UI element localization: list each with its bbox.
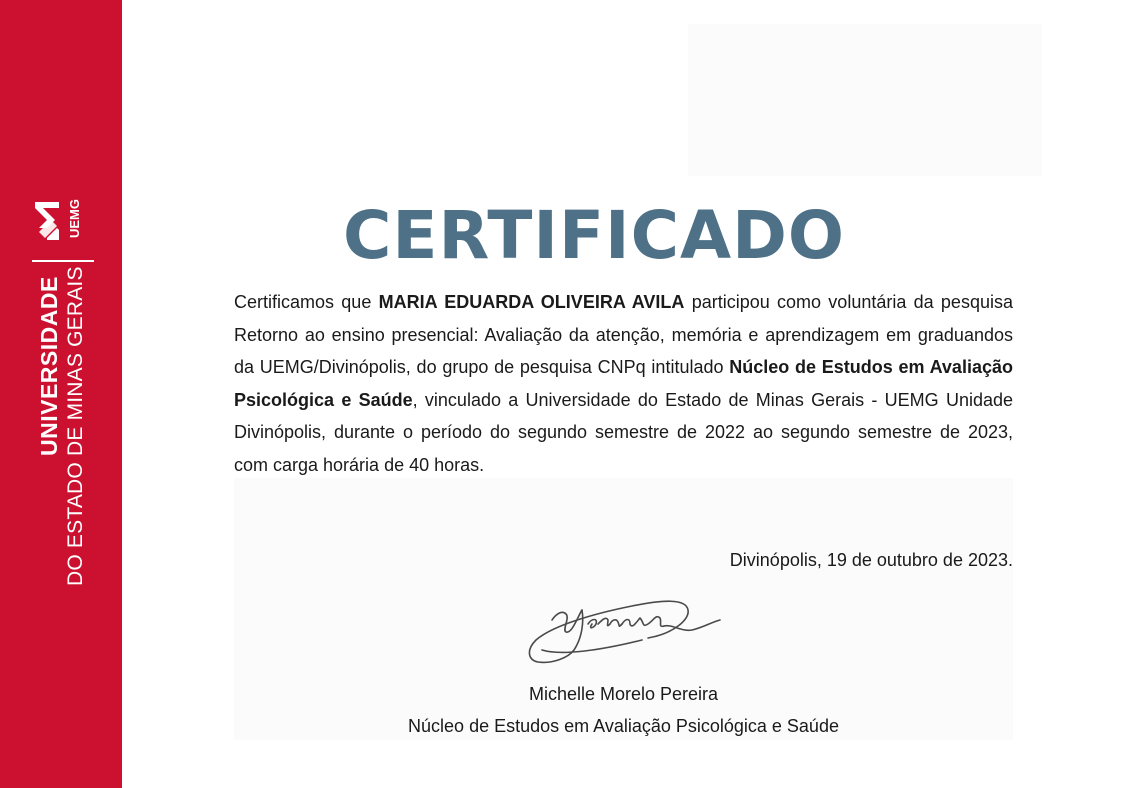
intro-text: Certificamos que: [234, 292, 372, 312]
certificate-body: [234, 286, 1013, 481]
university-name-line1: UNIVERSIDADE: [36, 276, 62, 456]
signer-name: Michelle Morelo Pereira: [528, 684, 719, 704]
university-side-band: [0, 0, 122, 788]
participant-name: MARIA EDUARDA OLIVEIRA AVILA: [378, 292, 685, 312]
body-text-part1: participou como voluntária da pesquisa Retorno ao ensino presencial: Avaliação da atenção, memória e aprendizagem em graduandos da UEMG/Divinópolis, do grupo de pesquisa CNPq intitulado: [234, 292, 1013, 377]
signer-group: Núcleo de Estudos em Avaliação Psicológica e Saúde: [408, 716, 839, 736]
uemg-logo-text: UEMG: [67, 199, 82, 238]
certificate-title: CERTIFICADO: [342, 197, 845, 274]
issue-date: Divinópolis, 19 de outubro de 2023.: [729, 550, 1013, 570]
uemg-logo: [33, 198, 85, 244]
body-text-part2: , vinculado a Universidade do Estado de Minas Gerais - UEMG Unidade Divinópolis, durante o período do segundo semestre de 2022 ao segundo semestre de 2023, com carga horária de 40 horas.: [234, 389, 1013, 475]
background-panel-top: [688, 24, 1042, 176]
signature-image: [522, 580, 728, 672]
research-group-name: Núcleo de Estudos em Avaliação Psicológica e Saúde: [234, 357, 1013, 410]
university-name-line2: DO ESTADO DE MINAS GERAIS: [64, 266, 87, 586]
logo-divider: [32, 260, 94, 262]
